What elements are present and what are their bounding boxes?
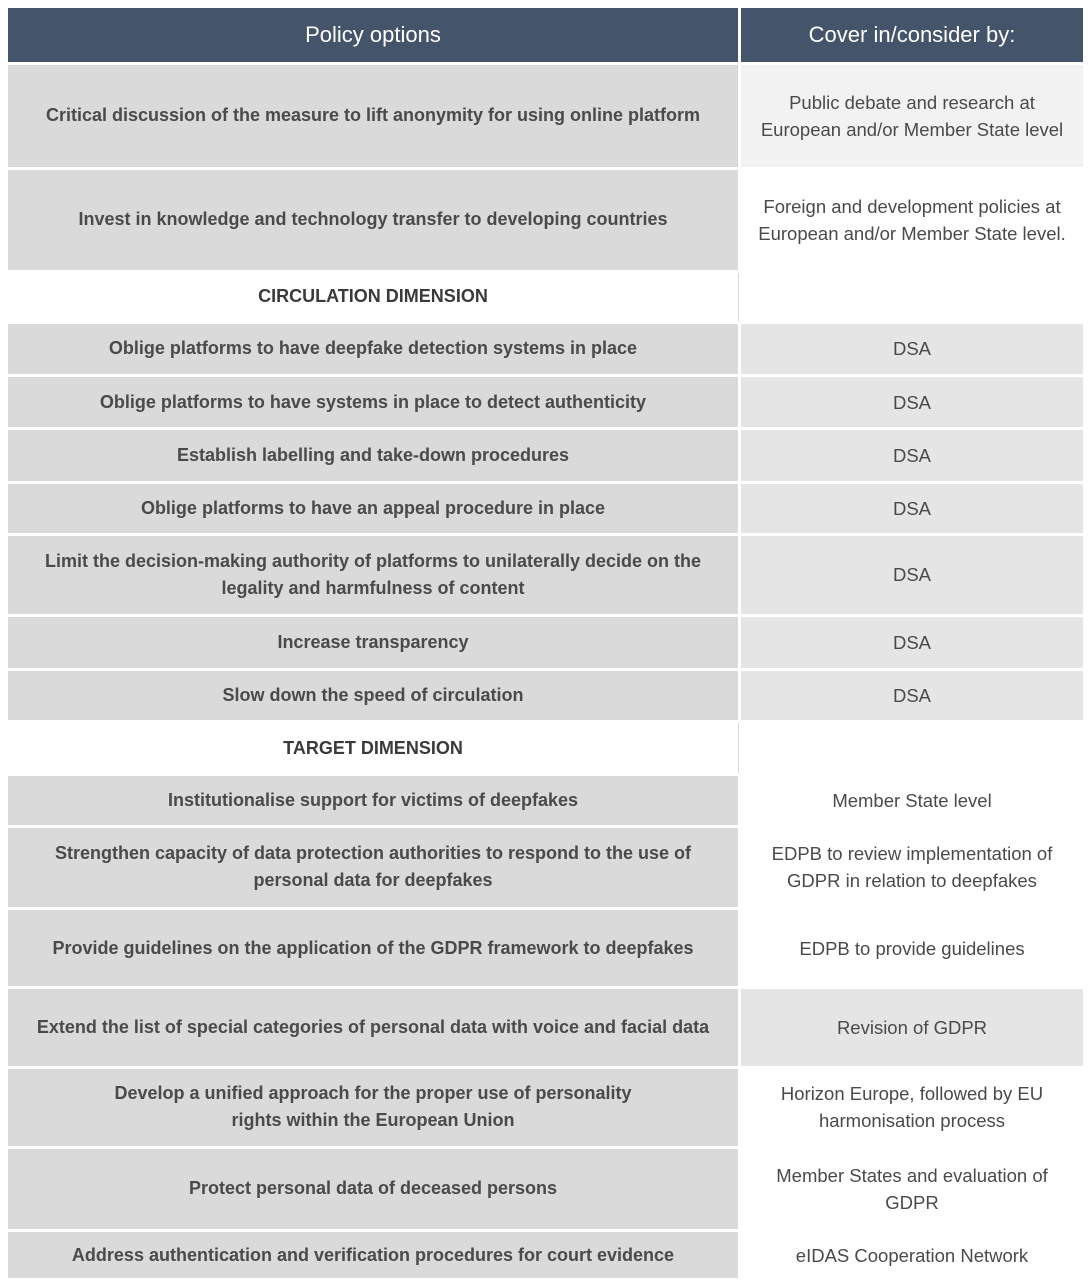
policy-cell: Oblige platforms to have deepfake detection systems in place [8,324,738,375]
policy-cell: Address authentication and verification procedures for court evidence [8,1232,738,1278]
cover-cell: Horizon Europe, followed by EU harmonisation process [738,1069,1083,1146]
table-row [8,1069,1083,1149]
table-row [8,1149,1083,1233]
cover-cell: Public debate and research at European and/or Member State level [738,65,1083,168]
cover-cell: DSA [738,617,1083,668]
policy-cell: Critical discussion of the measure to lift anonymity for using online platform [8,65,738,168]
policy-cell: Oblige platforms to have systems in place to detect authenticity [8,377,738,427]
section-heading: CIRCULATION DIMENSION [8,273,738,321]
policy-cell: Increase transparency [8,617,738,668]
section-empty-cell [738,273,1083,321]
cover-cell: eIDAS Cooperation Network [738,1232,1083,1278]
cover-cell: DSA [738,377,1083,427]
table-row [8,430,1083,484]
header-cover-in: Cover in/consider by: [738,8,1083,62]
section-row [8,273,1083,324]
policy-cell: Extend the list of special categories of personal data with voice and facial data [8,989,738,1066]
cover-cell: DSA [738,671,1083,720]
policy-cell: Strengthen capacity of data protection authorities to respond to the use of personal data for deepfakes [8,828,738,907]
table-row [8,536,1083,618]
cover-cell: Foreign and development policies at European and/or Member State level. [738,170,1083,270]
table-row [8,1232,1083,1278]
table-header [8,8,1083,65]
policy-cell: Oblige platforms to have an appeal procedure in place [8,484,738,533]
table-row [8,484,1083,536]
section-empty-cell [738,723,1083,774]
policy-cell: Protect personal data of deceased persons [8,1149,738,1230]
table-row [8,910,1083,990]
table-row [8,617,1083,671]
header-policy-options: Policy options [305,22,441,48]
cover-cell: DSA [738,536,1083,615]
policy-cell: Develop a unified approach for the proper use of personality rights within the European Union [8,1069,738,1146]
cover-cell: Member State level [738,776,1083,825]
policy-cell: Institutionalise support for victims of deepfakes [8,776,738,825]
policy-cell: Provide guidelines on the application of the GDPR framework to deepfakes [8,910,738,987]
section-heading: TARGET DIMENSION [8,723,738,774]
section-row [8,723,1083,777]
cover-cell: DSA [738,324,1083,375]
cover-cell: Revision of GDPR [738,989,1083,1066]
policy-table [8,8,1083,1278]
table-row [8,65,1083,171]
table-row [8,170,1083,273]
policy-cell: Establish labelling and take-down procedures [8,430,738,481]
table-row [8,324,1083,378]
table-row [8,989,1083,1069]
table-row [8,671,1083,723]
table-row [8,377,1083,430]
cover-cell: EDPB to review implementation of GDPR in relation to deepfakes [738,828,1083,907]
cover-cell: DSA [738,430,1083,481]
policy-cell: Limit the decision-making authority of platforms to unilaterally decide on the legality and harmfulness of content [8,536,738,615]
cover-cell: EDPB to provide guidelines [738,910,1083,987]
policy-cell: Invest in knowledge and technology transfer to developing countries [8,170,738,270]
policy-cell: Slow down the speed of circulation [8,671,738,720]
table-row [8,776,1083,828]
table-row [8,828,1083,910]
cover-cell: Member States and evaluation of GDPR [738,1149,1083,1230]
cover-cell: DSA [738,484,1083,533]
